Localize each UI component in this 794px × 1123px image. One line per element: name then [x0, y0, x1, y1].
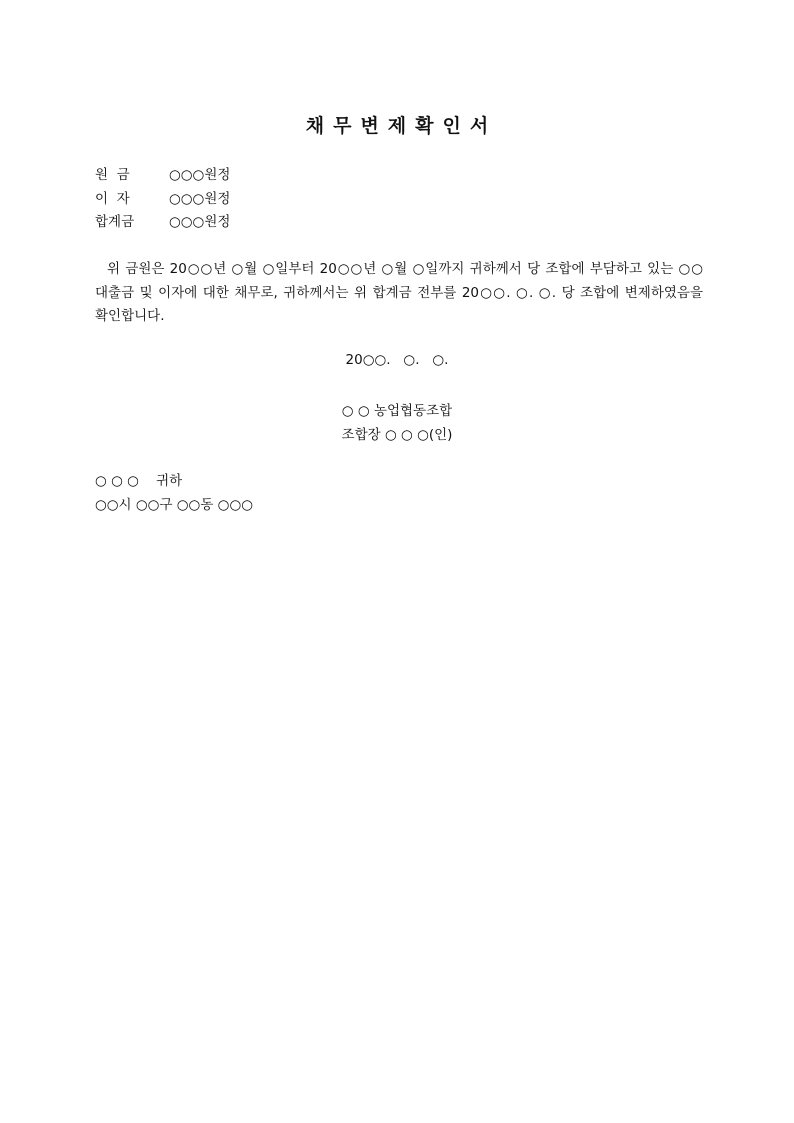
recipient-block — [95, 470, 253, 517]
interest-label: 이 자 — [95, 190, 130, 207]
principal-label: 원 금 — [95, 167, 130, 183]
recipient-name: ○ ○ ○ 귀하 — [95, 473, 183, 489]
interest-value: ○○○원정 — [169, 190, 231, 207]
confirmation-paragraph: 위 금원은 20○○년 ○월 ○일부터 20○○년 ○월 ○일까지 귀하께서 당 조합에 부담하고 있는 ○○대출금 및 이자에 대한 채무로, 귀하께서는 위 합계금 전부를 20○○. ○. ○. 당 조합에 변제하였음을 확인합니다. — [95, 261, 703, 324]
amount-row-principal — [95, 164, 230, 188]
amount-row-interest — [95, 188, 230, 212]
document-date: 20○○. ○. ○. — [345, 352, 449, 368]
recipient-address: ○○시 ○○구 ○○동 ○○○ — [95, 496, 254, 513]
principal-value: ○○○원정 — [169, 167, 231, 183]
amount-row-total — [95, 211, 230, 235]
issuer-signer: 조합장 ○ ○ ○(인) — [341, 426, 453, 443]
issuer-block — [0, 400, 794, 447]
total-label: 합계금 — [95, 214, 135, 230]
amount-list — [95, 164, 230, 235]
total-value: ○○○원정 — [169, 214, 231, 230]
issuer-organization: ○ ○ 농업협동조합 — [341, 403, 453, 419]
document-title: 채무변제확인서 — [305, 115, 498, 137]
